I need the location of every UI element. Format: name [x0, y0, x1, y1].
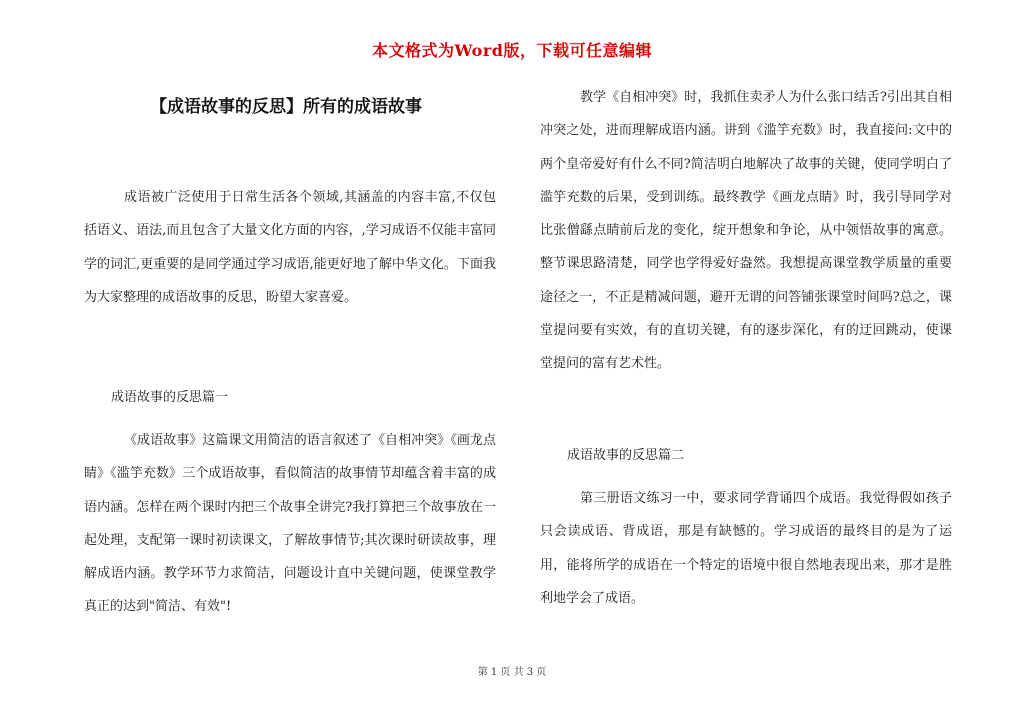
- right-column-top: [540, 81, 952, 381]
- left-column: [84, 181, 496, 314]
- download-banner: 本文格式为Word版，下载可任意编辑: [372, 41, 652, 60]
- section2-body-block: [540, 482, 952, 615]
- intro-paragraph: 成语被广泛使用于日常生活各个领域,其涵盖的内容丰富,不仅包括语义、语法,而且包含了大量文化方面的内容，,学习成语不仅能丰富同学的词汇,更重要的是同学通过学习成语,能更好地了解中华文化。下面我为大家整理的成语故事的反思，盼望大家喜爱。: [84, 190, 496, 305]
- section1-heading: 成语故事的反思篇一: [111, 390, 229, 405]
- section1-paragraph: 《成语故事》这篇课文用简洁的语言叙述了《自相冲突》《画龙点睛》《滥竽充数》三个成语故事，看似简洁的故事情节却蕴含着丰富的成语内涵。怎样在两个课时内把三个故事全讲完?我打算把三个故事放在一起处理，支配第一课时初读课文，了解故事情节;其次课时研读故事，理解成语内涵。教学环节力求简洁，问题设计直中关键问题，使课堂教学真正的达到"简洁、有效"!: [84, 433, 496, 615]
- section1-body-block: [84, 424, 496, 624]
- right-paragraph-1: 教学《自相冲突》时，我抓住卖矛人为什么张口结舌?引出其自相冲突之处，进而理解成语内涵。讲到《滥竽充数》时，我直接问:文中的两个皇帝爱好有什么不同?简洁明白地解决了故事的关键，使同学明白了滥竽充数的后果，受到训练。最终教学《画龙点睛》时，我引导同学对比张僧繇点睛前后龙的变化，绽开想象和争论，从中领悟故事的寓意。整节课思路清楚，同学也学得爱好盎然。我想提高课堂教学质量的重要途径之一，不正是精减问题，避开无谓的问答铺张课堂时间吗?总之，课堂提问要有实效，有的直切关键，有的逐步深化，有的迂回跳动，使课堂提问的富有艺术性。: [540, 90, 952, 372]
- page-number: 第 1 页 共 3 页: [477, 667, 547, 678]
- section2-paragraph: 第三册语文练习一中，要求同学背诵四个成语。我觉得假如孩子只会读成语、背成语，那是有缺憾的。学习成语的最终目的是为了运用，能将所学的成语在一个特定的语境中很自然地表现出来，那才是胜利地学会了成语。: [540, 491, 952, 606]
- document-title: 【成语故事的反思】所有的成语故事: [150, 97, 422, 117]
- section2-heading: 成语故事的反思篇二: [567, 448, 685, 463]
- section1-heading-block: [84, 381, 496, 414]
- section2-heading-block: [540, 439, 952, 472]
